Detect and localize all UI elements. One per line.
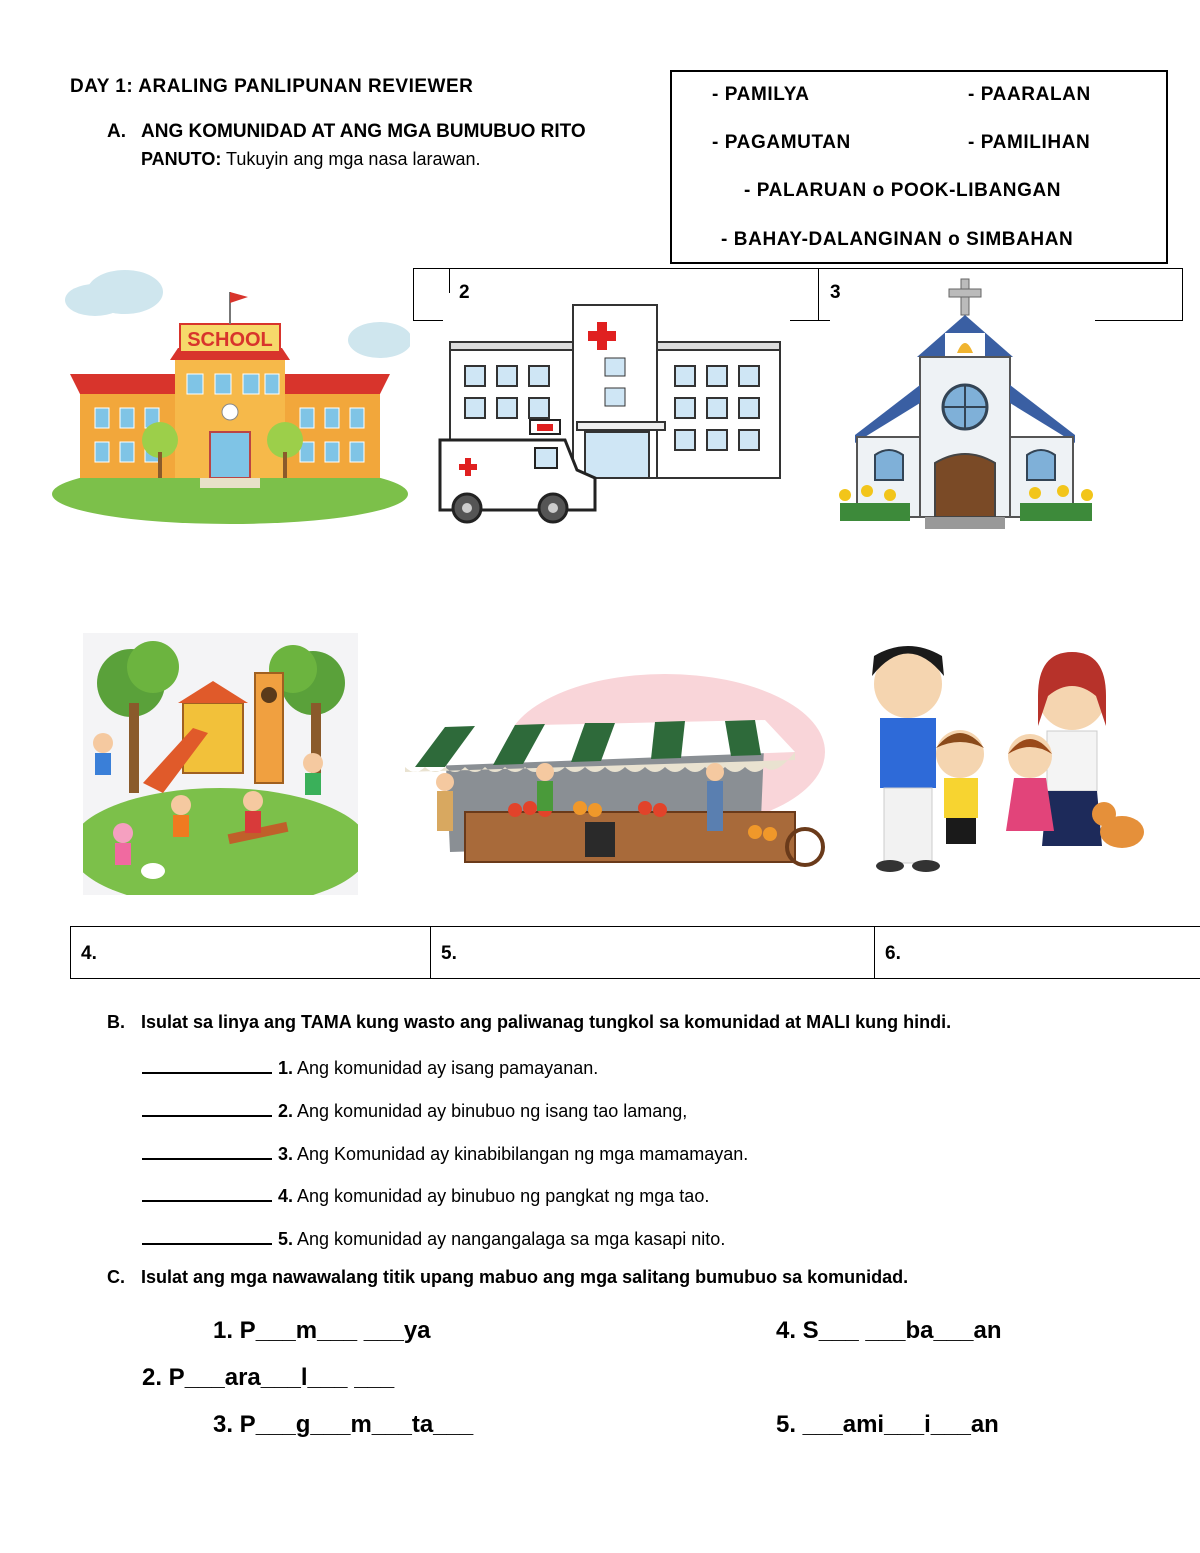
tf-item-3: [142, 1140, 748, 1165]
item-text: Ang Komunidad ay kinabibilangan ng mga mamamayan.: [293, 1144, 749, 1164]
top-row-top-line: [413, 268, 1183, 269]
item-number: 4.: [278, 1186, 294, 1206]
market-picture: [405, 672, 825, 877]
answer-line[interactable]: [142, 1097, 272, 1117]
section-a-letter: A.: [107, 121, 126, 142]
school-picture: [50, 262, 410, 527]
section-b-heading: [107, 1012, 951, 1033]
fill-word-4: 4. S___ ___ba___an: [776, 1317, 1002, 1344]
section-c-instruction: Isulat ang mga nawawalang titik upang mabuo ang mga salitang bumubuo sa komunidad.: [141, 1267, 909, 1287]
answer-line[interactable]: [142, 1182, 272, 1202]
top-row-divider-2: [818, 268, 819, 320]
item-number: 2.: [278, 1101, 294, 1121]
fill-word-1: 1. P___m___ ___ya: [213, 1317, 431, 1344]
answer-line[interactable]: [142, 1225, 272, 1245]
top-row-divider-3: [1182, 268, 1183, 320]
bottom-row-divider-1: [430, 926, 431, 978]
top-row-bottom-line-c: [1095, 320, 1183, 321]
bottom-row-divider-2: [874, 926, 875, 978]
word-simbahan: - BAHAY-DALANGINAN o SIMBAHAN: [721, 229, 1074, 250]
section-b-letter: B.: [107, 1012, 125, 1032]
instruction: [141, 149, 481, 170]
fill-word-3: 3. P___g___m___ta___: [213, 1411, 474, 1438]
hospital-picture: [435, 300, 785, 525]
section-b-instruction: Isulat sa linya ang TAMA kung wasto ang paliwanag tungkol sa komunidad at MALI kung hindi.: [141, 1012, 952, 1032]
item-text: Ang komunidad ay isang pamayanan.: [293, 1058, 599, 1078]
instruction-label: PANUTO:: [141, 149, 222, 169]
item-number: 1.: [278, 1058, 294, 1078]
instruction-text: Tukuyin ang mga nasa larawan.: [221, 149, 481, 169]
label-2: 2: [459, 282, 470, 303]
answer-line[interactable]: [142, 1054, 272, 1074]
section-a-heading: [107, 121, 586, 143]
item-text: Ang komunidad ay binubuo ng isang tao lamang,: [293, 1101, 688, 1121]
label-5: 5.: [441, 943, 457, 964]
item-number: 3.: [278, 1144, 294, 1164]
section-a-title: ANG KOMUNIDAD AT ANG MGA BUMUBUO RITO: [141, 121, 586, 142]
word-pamilihan: - PAMILIHAN: [968, 132, 1091, 153]
section-c-letter: C.: [107, 1267, 125, 1287]
tf-item-4: [142, 1182, 709, 1207]
word-pagamutan: - PAGAMUTAN: [712, 132, 851, 153]
family-picture: [842, 636, 1152, 876]
playground-picture: [83, 633, 358, 895]
top-row-divider-1: [449, 268, 450, 293]
word-palaruan: - PALARUAN o POOK-LIBANGAN: [744, 180, 1062, 201]
tf-item-2: [142, 1097, 687, 1122]
church-picture: [835, 275, 1100, 535]
bottom-label-row: [70, 926, 1200, 979]
word-bank: [670, 70, 1168, 264]
page-title: DAY 1: ARALING PANLIPUNAN REVIEWER: [70, 76, 474, 97]
top-row-divider-0: [413, 268, 414, 320]
section-c-heading: [107, 1267, 908, 1288]
item-text: Ang komunidad ay binubuo ng pangkat ng mga tao.: [293, 1186, 710, 1206]
top-row-bottom-line-b: [790, 320, 830, 321]
item-number: 5.: [278, 1229, 294, 1249]
fill-word-2: 2. P___ara___l___ ___: [142, 1364, 395, 1391]
bottom-row-divider-0: [70, 926, 71, 978]
word-pamilya: - PAMILYA: [712, 84, 810, 105]
label-6: 6.: [885, 943, 901, 964]
tf-item-5: [142, 1225, 725, 1250]
tf-item-1: [142, 1054, 598, 1079]
school-sign: SCHOOL: [187, 329, 273, 351]
item-text: Ang komunidad ay nangangalaga sa mga kasapi nito.: [293, 1229, 726, 1249]
answer-line[interactable]: [142, 1140, 272, 1160]
word-paaralan: - PAARALAN: [968, 84, 1091, 105]
label-4: 4.: [81, 943, 97, 964]
label-3: 3: [830, 282, 841, 303]
fill-word-5: 5. ___ami___i___an: [776, 1411, 999, 1438]
